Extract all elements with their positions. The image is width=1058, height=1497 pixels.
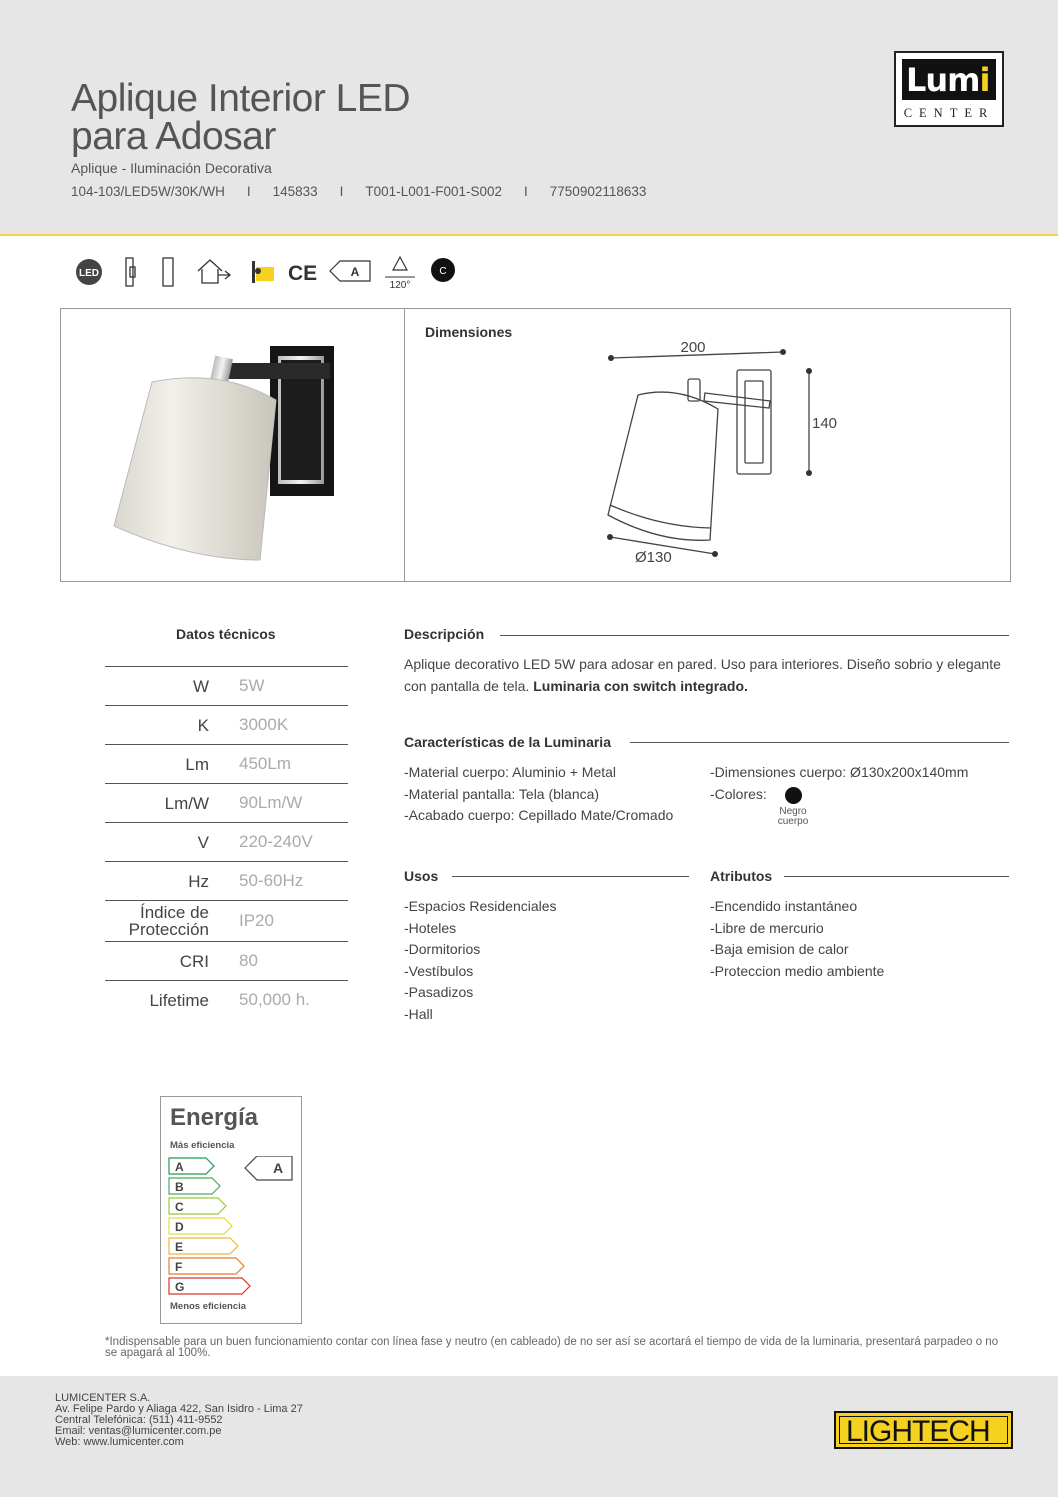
spec-value: 5W bbox=[239, 667, 348, 706]
product-codes bbox=[71, 184, 646, 199]
company-web: Web: www.lumicenter.com bbox=[55, 1436, 184, 1448]
company-contact bbox=[55, 1393, 303, 1448]
specs-table bbox=[105, 666, 348, 1019]
svg-text:A: A bbox=[350, 265, 360, 279]
page-subtitle: Aplique - Iluminación Decorativa bbox=[71, 160, 272, 176]
page-title bbox=[71, 77, 411, 158]
spec-value: IP20 bbox=[239, 901, 348, 942]
spec-value: 50,000 h. bbox=[239, 981, 348, 1020]
ce-mark-icon bbox=[288, 262, 317, 285]
table-row bbox=[105, 745, 348, 784]
list-item: -Baja emision de calor bbox=[710, 941, 849, 957]
energy-scale bbox=[168, 1156, 298, 1298]
features-title: Características de la Luminaria bbox=[404, 734, 619, 750]
energy-class-label: G bbox=[175, 1280, 185, 1294]
list-item: -Pasadizos bbox=[404, 984, 474, 1000]
uses-list bbox=[404, 896, 557, 1025]
energy-class-label: D bbox=[175, 1220, 184, 1234]
list-item: -Proteccion medio ambiente bbox=[710, 962, 885, 979]
features-list-left bbox=[404, 762, 673, 827]
color-c-icon bbox=[431, 258, 455, 282]
dimension-width: 200 bbox=[680, 339, 706, 356]
dimension-drawing bbox=[590, 335, 850, 570]
energy-class-icon bbox=[330, 261, 370, 281]
list-item: -Dormitorios bbox=[404, 941, 481, 957]
table-row bbox=[105, 862, 348, 901]
product-id: 145833 bbox=[272, 184, 318, 199]
spec-key: W bbox=[105, 667, 239, 706]
spec-value: 450Lm bbox=[239, 745, 348, 784]
spec-key: Lm/W bbox=[105, 784, 239, 823]
list-item: -Libre de mercurio bbox=[710, 919, 824, 936]
energy-class-label: C bbox=[175, 1200, 184, 1214]
surface-mount-icon bbox=[163, 258, 173, 286]
description-text: Aplique decorativo LED 5W para adosar en pared. Uso para interiores. Diseño sobrio y elegante con pantalla de tela. Luminaria con switch integrado. bbox=[404, 656, 1001, 694]
lightech-logo: LIGHTECH bbox=[834, 1411, 1013, 1449]
led-icon bbox=[76, 259, 102, 285]
description-title: Descripción bbox=[404, 626, 485, 642]
table-row bbox=[105, 901, 348, 942]
spec-key: V bbox=[105, 823, 239, 862]
code-separator: I bbox=[339, 184, 344, 199]
dimension-diameter: Ø130 bbox=[635, 549, 672, 566]
title-line-1: Aplique Interior LED bbox=[71, 77, 411, 120]
switch-icon bbox=[252, 261, 274, 283]
product-sku: 104-103/LED5W/30K/WH bbox=[71, 184, 225, 199]
section-rule bbox=[452, 876, 689, 877]
spec-key: K bbox=[105, 706, 239, 745]
dimension-height: 140 bbox=[812, 415, 838, 432]
table-row bbox=[105, 706, 348, 745]
table-row bbox=[105, 784, 348, 823]
description-highlight: Luminaria con switch integrado. bbox=[533, 677, 748, 694]
table-row bbox=[105, 823, 348, 862]
spec-key: Hz bbox=[105, 862, 239, 901]
list-item: -Hoteles bbox=[404, 919, 457, 936]
table-row bbox=[105, 981, 348, 1020]
uses-title: Usos bbox=[404, 868, 439, 884]
energy-rating-arrow bbox=[245, 1156, 292, 1180]
energy-bottom-label: Menos eficiencia bbox=[170, 1301, 247, 1312]
list-item: -Material pantalla: Tela (blanca) bbox=[404, 785, 600, 802]
code-separator: I bbox=[246, 184, 251, 199]
svg-text:120°: 120° bbox=[389, 280, 411, 291]
table-row bbox=[105, 667, 348, 706]
section-rule bbox=[500, 635, 1009, 636]
dimensions-label: Dimensiones bbox=[425, 324, 513, 340]
product-box-divider bbox=[404, 308, 405, 582]
list-item: -Material cuerpo: Aluminio + Metal bbox=[404, 764, 617, 780]
spec-key: CRI bbox=[105, 942, 239, 981]
color-swatch-black bbox=[785, 787, 802, 804]
energy-title: Energía bbox=[170, 1104, 259, 1131]
color-swatch-label: Negro cuerpo bbox=[777, 806, 809, 827]
company-address: Av. Felipe Pardo y Aliaga 422, San Isidro - Lima 27 bbox=[55, 1403, 303, 1415]
spec-value: 3000K bbox=[239, 706, 348, 745]
energy-top-label: Más eficiencia bbox=[170, 1140, 235, 1151]
list-item: -Colores: bbox=[710, 785, 767, 802]
list-item: -Hall bbox=[404, 1005, 433, 1022]
attributes-list bbox=[710, 896, 884, 982]
svg-text:LED: LED bbox=[79, 268, 99, 279]
spec-value: 80 bbox=[239, 942, 348, 981]
list-item: -Encendido instantáneo bbox=[710, 898, 858, 914]
specs-title: Datos técnicos bbox=[176, 626, 276, 642]
spec-value: 50-60Hz bbox=[239, 862, 348, 901]
energy-rating-label: A bbox=[272, 1160, 284, 1176]
product-photo bbox=[100, 330, 370, 565]
energy-class-label: B bbox=[175, 1180, 184, 1194]
list-item: -Espacios Residenciales bbox=[404, 898, 557, 914]
spec-key: Lifetime bbox=[105, 981, 239, 1020]
section-rule bbox=[784, 876, 1009, 877]
company-phone: Central Telefónica: (511) 411-9552 bbox=[55, 1414, 223, 1426]
spec-key: Lm bbox=[105, 745, 239, 784]
attributes-title: Atributos bbox=[710, 868, 773, 884]
spec-value: 90Lm/W bbox=[239, 784, 348, 823]
title-line-2: para Adosar bbox=[71, 115, 276, 158]
feature-icons-row bbox=[72, 253, 472, 293]
indoor-icon bbox=[198, 260, 230, 283]
company-name: LUMICENTER S.A. bbox=[55, 1392, 151, 1404]
section-rule bbox=[630, 742, 1009, 743]
beam-angle-icon bbox=[385, 257, 415, 291]
code-separator: I bbox=[524, 184, 528, 199]
product-barcode: 7750902118633 bbox=[549, 184, 647, 199]
wall-mount-icon bbox=[126, 258, 135, 286]
footnote: *Indispensable para un buen funcionamiento contar con línea fase y neutro (en cableado) de no ser así se acortará el tiempo de vida de la luminaria, presentará parpadeo o no se apagará al 100%. bbox=[105, 1336, 999, 1359]
company-email: Email: ventas@lumicenter.com.pe bbox=[55, 1425, 222, 1437]
list-item: -Dimensiones cuerpo: Ø130x200x140mm bbox=[710, 764, 969, 780]
list-item: -Acabado cuerpo: Cepillado Mate/Cromado bbox=[404, 807, 674, 823]
lumicenter-logo: Lumi CENTER bbox=[894, 51, 1004, 127]
spec-value: 220-240V bbox=[239, 823, 348, 862]
product-family-code: T001-L001-F001-S002 bbox=[365, 184, 503, 199]
energy-class-label: E bbox=[175, 1240, 184, 1254]
features-list-right bbox=[710, 762, 968, 805]
spec-key: Índice de Protección bbox=[105, 901, 239, 942]
table-row bbox=[105, 942, 348, 981]
svg-text:CE: CE bbox=[288, 262, 318, 285]
list-item: -Vestíbulos bbox=[404, 962, 474, 979]
energy-class-label: A bbox=[175, 1160, 184, 1174]
svg-text:C: C bbox=[439, 266, 447, 277]
energy-class-label: F bbox=[175, 1260, 183, 1274]
